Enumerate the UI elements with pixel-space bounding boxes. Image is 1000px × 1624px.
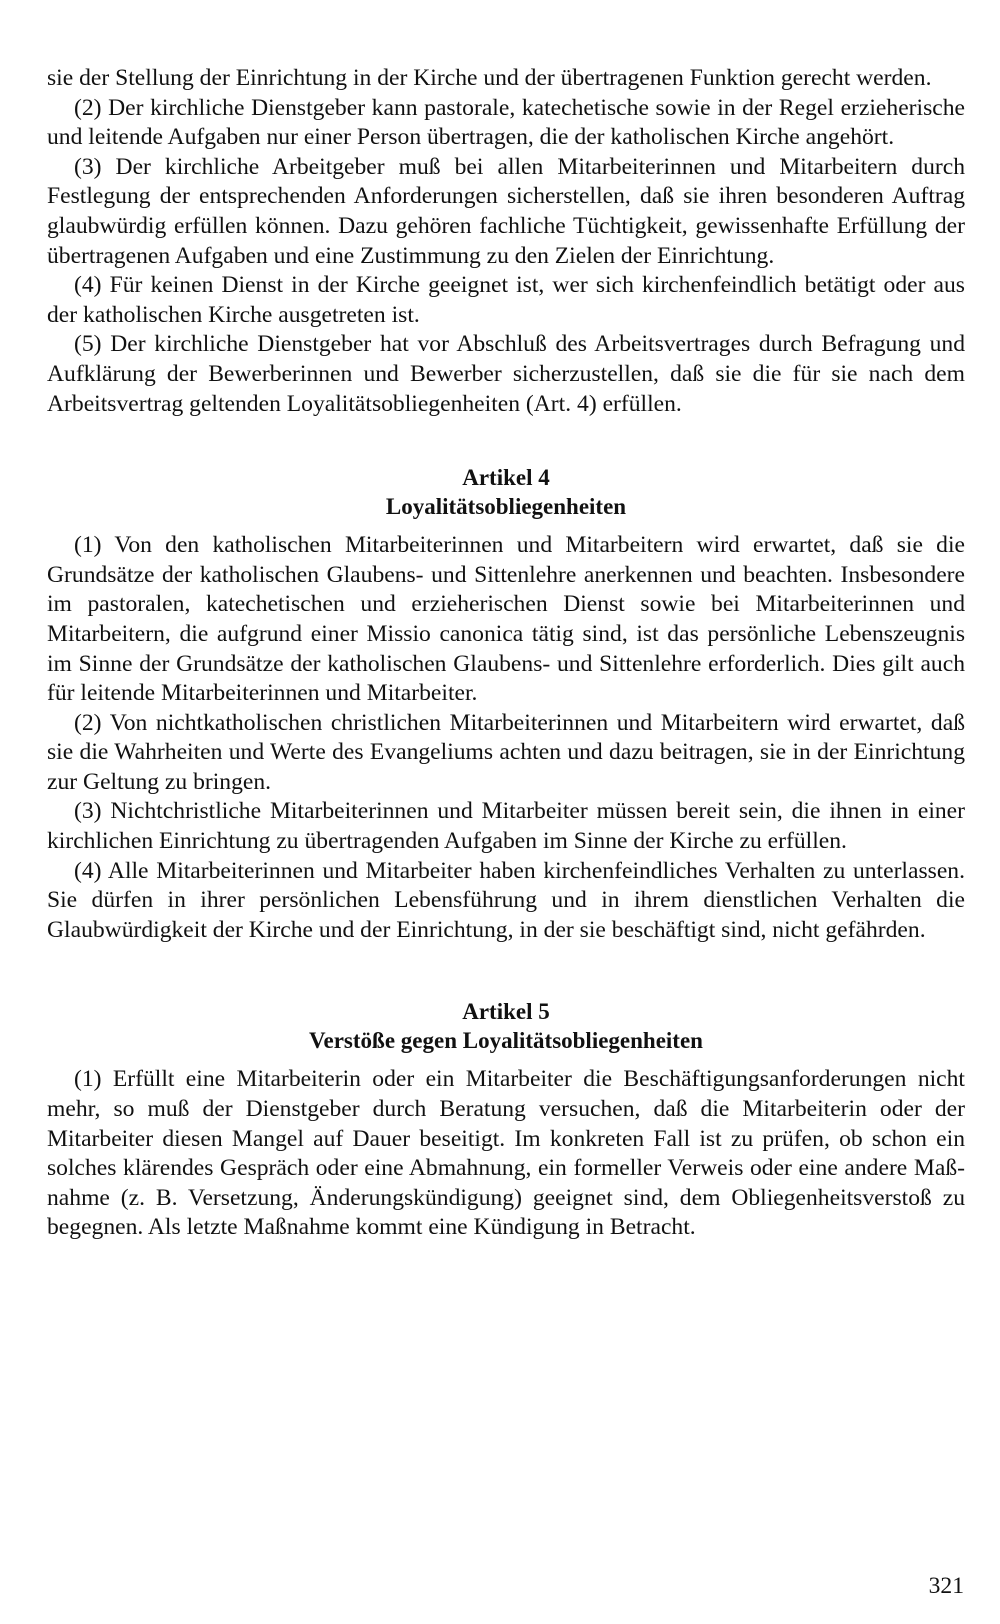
article-5-heading: Artikel 5 xyxy=(462,999,550,1025)
paragraph-4-4: (4) Alle Mitarbeiterinnen und Mitarbeiter haben kirchenfeindliches Verhalten zu unterlassen. Sie dürfen in ihrer persönlichen Lebensführung und in ihrem dienstlichen Verhalten die Glaubwürdigkeit der Kirche und der Einrichtung, in der sie beschäftigt sind, nicht gefährden. xyxy=(47,857,965,943)
article-4-body xyxy=(47,531,965,945)
article-4-heading: Artikel 4 xyxy=(462,465,550,491)
article-5-subheading: Verstöße gegen Loyalitätsobliegenheiten xyxy=(309,1028,703,1054)
page-number: 321 xyxy=(928,1573,964,1599)
paragraph-4-3: (3) Nichtchristliche Mitarbeiterinnen und Mitarbeiter müssen bereit sein, die ihnen in einer kirchlichen Einrichtung zu übertragenden Aufgaben im Sinne der Kirche zu erfüllen. xyxy=(47,798,965,855)
paragraph-4-2: (2) Von nichtkatholischen christlichen Mitarbeiterinnen und Mitarbeitern wird erwartet, daß sie die Wahrheiten und Werte des Evangeliums achten und dazu beitragen, sie in der Einrichtung zur Geltung zu bringen. xyxy=(47,709,965,795)
article-5-body xyxy=(47,1065,965,1243)
article-3-continuation xyxy=(47,64,965,419)
article-4 xyxy=(47,463,965,945)
article-4-subheading: Loyalitätsobliegenheiten xyxy=(385,494,627,520)
paragraph-5-1: (1) Erfüllt eine Mitarbeiterin oder ein Mitarbeiter die Beschäftigungsanforderungen nicht mehr, so muß der Dienstgeber durch Beratung versuchen, daß die Mitarbeiterin oder der Mitarbeiter diesen Mangel auf Dauer beseitigt. Im konkreten Fall ist zu prüfen, ob schon ein solches klärendes Gespräch oder eine Abmahnung, ein formeller Verweis oder eine andere Maßnahme (z. B. Versetzung, Änderungskündigung) geeignet sind, dem Obliegenheitsverstoß zu begegnen. Als letzte Maßnahme kommt eine Kündigung in Betracht. xyxy=(47,1066,965,1241)
paragraph-3-4: (4) Für keinen Dienst in der Kirche geeignet ist, wer sich kirchenfeindlich betätigt oder aus der katholischen Kirche ausgetreten ist. xyxy=(47,272,965,328)
paragraph-4-1: (1) Von den katholischen Mitarbeiterinnen und Mitarbeitern wird erwartet, daß sie die Grundsätze der katholischen Glaubens- und Sittenlehre anerkennen und beachten. Insbesondere im pastoralen, katechetischen und erzieherischen Dienst sowie bei Mitarbeiterinnen und Mitarbeitern, die aufgrund einer Missio canonica tätig sind, ist das persönliche Lebenszeugnis im Sinne der Grundsätze der katholischen Glaubens- und Sittenlehre erforderlich. Dies gilt auch für leitende Mitarbeiterinnen und Mitarbeiter. xyxy=(47,532,965,707)
paragraph-continuation: sie der Stellung der Einrichtung in der Kirche und der übertragenen Funktion gerecht werden. xyxy=(47,65,932,91)
article-5 xyxy=(47,997,965,1243)
paragraph-3-3: (3) Der kirchliche Arbeitgeber muß bei allen Mitarbeiterinnen und Mitarbeitern durch Festlegung der entsprechenden Anforderungen sicherstellen, daß sie ihren besonderen Auftrag glaubwürdig erfüllen können. Dazu gehören fachliche Tüchtigkeit, gewissenhafte Erfüllung der übertragenen Aufgaben und eine Zustimmung zu den Zielen der Einrichtung. xyxy=(47,153,965,269)
paragraph-3-5: (5) Der kirchliche Dienstgeber hat vor Abschluß des Arbeitsvertrages durch Befragung und Aufklärung der Bewerberinnen und Bewerber sicherzustellen, daß sie die für sie nach dem Arbeitsvertrag geltenden Loyalitätsobliegenheiten (Art. 4) erfüllen. xyxy=(47,331,965,417)
document-page xyxy=(47,64,965,1243)
paragraph-3-2: (2) Der kirchliche Dienstgeber kann pastorale, katechetische sowie in der Regel erzieherische und leitende Aufgaben nur einer Person übertragen, die der katholischen Kirche angehört. xyxy=(47,94,965,151)
